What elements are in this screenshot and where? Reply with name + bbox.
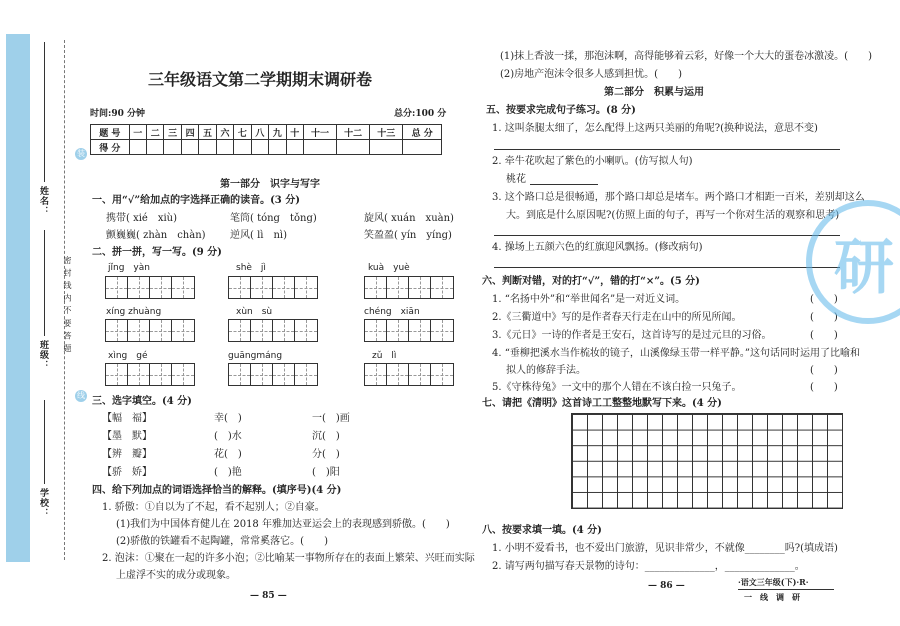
part2-title: 第二部分 积累与运用 <box>604 87 704 98</box>
q6-item: 2.《三衢道中》写的是作者春天行走在山中的所见所闻。 <box>492 312 742 323</box>
pinyin-label: xùn sù <box>236 307 273 317</box>
q4-line: 上虚浮不实的成分或现象。 <box>116 570 236 581</box>
score-header-cell: 六 <box>216 125 233 140</box>
char-grid[interactable] <box>364 363 454 386</box>
pinyin-label: guāngmáng <box>228 351 283 361</box>
exam-time: 时间:90 分钟 <box>90 109 145 119</box>
page-title: 三年级语文第二学期期末调研卷 <box>148 70 373 89</box>
score-input-cell[interactable] <box>370 140 403 155</box>
q6-item: 3.《元日》一诗的作者是王安石，这首诗写的是过元旦的习俗。 <box>492 330 772 341</box>
q4-line: (2)房地产泡沫令很多人感到担忧。( ) <box>500 69 682 80</box>
q8-line: 2. 请写两句描写春天景物的诗句：______________，______________。 <box>492 561 805 572</box>
score-header-cell: 十 <box>286 125 303 140</box>
q1-item: 旋风( xuán xuàn) <box>364 213 454 224</box>
q1-item: 携带( xié xiù) <box>106 213 178 224</box>
q6-item: 5.《守株待兔》一文中的那个人错在不该白捡一只兔子。 <box>492 382 742 393</box>
char-grid[interactable] <box>105 319 195 342</box>
footer-subject: ·语文三年级(下)·R· <box>738 577 809 587</box>
pinyin-label: kuà yuè <box>368 263 410 273</box>
char-grid[interactable] <box>105 276 195 299</box>
q3-blank: 分( ) <box>312 449 340 460</box>
q2-title: 二、拼一拼，写一写。(9 分) <box>92 247 222 258</box>
score-header-cell: 七 <box>234 125 251 140</box>
q1-item: 逆风( lì nì) <box>230 230 288 241</box>
char-grid[interactable] <box>364 319 454 342</box>
score-header-cell: 十二 <box>337 125 370 140</box>
q3-title: 三、选字填空。(4 分) <box>92 396 192 407</box>
name-label: 姓名： <box>38 186 48 216</box>
q3-pair: 【墨 默】 <box>102 431 152 442</box>
score-input-cell[interactable] <box>234 140 251 155</box>
q1-title: 一、用“√”给加点的字选择正确的读音。(3 分) <box>92 195 300 206</box>
pinyin-label: jǐng yàn <box>108 263 150 273</box>
pinyin-label: xìng gé <box>108 351 148 361</box>
score-header-cell: 五 <box>199 125 216 140</box>
q8-title: 八、按要求填一填。(4 分) <box>482 525 602 536</box>
char-grid[interactable] <box>364 276 454 299</box>
score-input-cell[interactable] <box>147 140 164 155</box>
footer-brand: 一 线 调 研 <box>744 592 800 602</box>
q6-item: 4. “垂柳把溪水当作梳妆的镜子，山溪像绿玉带一样平静。”这句话同时运用了比喻和 <box>492 348 860 359</box>
char-grid[interactable] <box>228 319 318 342</box>
binding-circle-top: 装 <box>77 149 85 158</box>
page-number-right: — 86 — <box>648 581 685 591</box>
score-header-cell: 八 <box>251 125 268 140</box>
q6-title: 六、判断对错，对的打“√”，错的打“×”。(5 分) <box>482 276 700 287</box>
binding-strip <box>6 34 30 562</box>
binding-circle-bottom: 线 <box>77 391 85 400</box>
score-header-cell: 十三 <box>370 125 403 140</box>
score-input-cell[interactable] <box>303 140 336 155</box>
part1-title: 第一部分 识字与写字 <box>220 179 320 190</box>
pinyin-label: shè jì <box>236 263 266 273</box>
score-input-cell[interactable] <box>164 140 181 155</box>
score-row-label: 得 分 <box>91 140 130 155</box>
q5-line: 3. 这个路口总是很畅通，那个路口却总是堵车。两个路口才相距一百米，差别却这么 <box>492 192 865 203</box>
q3-blank: 花( ) <box>214 449 242 460</box>
pinyin-label: chéng xiān <box>364 307 420 317</box>
pinyin-label: zǔ lì <box>372 351 397 361</box>
score-input-cell[interactable] <box>216 140 233 155</box>
q5-title: 五、按要求完成句子练习。(8 分) <box>486 105 636 116</box>
q5-line: 大。到底是什么原因呢?(仿照上面的句子，再写一个你对生活的观察和思考) <box>506 210 840 221</box>
score-input-cell[interactable] <box>181 140 198 155</box>
char-grid[interactable] <box>228 363 318 386</box>
q6-item: 拟人的修辞手法。 <box>506 365 586 376</box>
page-number-left: — 85 — <box>250 591 287 601</box>
q8-line: 1. 小明不爱看书，也不爱出门旅游，见识非常少，不就像________吗?(填成语) <box>492 543 838 554</box>
q6-item: 1. “名扬中外”和“举世闻名”是一对近义词。 <box>492 294 686 305</box>
score-input-cell[interactable] <box>286 140 303 155</box>
score-header-cell: 九 <box>269 125 286 140</box>
q7-title: 七、请把《清明》这首诗工工整整地默写下来。(4 分) <box>482 398 722 409</box>
q4-line: (1)抹上香波一揉，那泡沫啊，高得能够着云彩，好像一个大大的蛋卷冰激凌。( ) <box>500 51 872 62</box>
pinyin-label: xíng zhuàng <box>106 307 162 317</box>
answer-paren[interactable]: ( ) <box>810 330 838 341</box>
score-header-cell: 一 <box>129 125 146 140</box>
q3-blank: 沉( ) <box>312 431 340 442</box>
q5-line: 桃花 <box>506 174 526 185</box>
score-header-cell: 二 <box>147 125 164 140</box>
q5-line: 4. 操场上五颜六色的红旗迎风飘扬。(修改病句) <box>492 242 703 253</box>
score-input-cell[interactable] <box>251 140 268 155</box>
q3-pair: 【骄 娇】 <box>102 467 152 478</box>
q1-item: 颤巍巍( zhàn chàn) <box>106 230 206 241</box>
score-input-cell[interactable] <box>403 140 442 155</box>
score-input-cell[interactable] <box>129 140 146 155</box>
score-table <box>90 124 442 155</box>
poem-writing-grid[interactable] <box>571 413 843 509</box>
q4-line: (2)骄傲的铁罐看不起陶罐，常常奚落它。( ) <box>116 536 328 547</box>
q3-blank: ( )阳 <box>312 467 340 478</box>
q3-blank: 一( )画 <box>312 413 350 424</box>
answer-paren[interactable]: ( ) <box>810 382 838 393</box>
q5-line: 1. 这叫条腿太细了，怎么配得上这两只美丽的角呢?(换种说法，意思不变) <box>492 123 818 134</box>
answer-paren[interactable]: ( ) <box>810 365 838 376</box>
score-header-cell: 总 分 <box>403 125 442 140</box>
answer-line[interactable] <box>530 184 598 185</box>
score-input-cell[interactable] <box>199 140 216 155</box>
q4-line: 2. 泡沫：①聚在一起的许多小泡；②比喻某一事物所存在的表面上繁荣、兴旺而实际 <box>102 553 475 564</box>
class-label: 班级： <box>38 340 48 370</box>
char-grid[interactable] <box>105 363 195 386</box>
score-header-cell: 十一 <box>303 125 336 140</box>
score-header-cell: 四 <box>181 125 198 140</box>
q3-blank: ( )水 <box>214 431 242 442</box>
q5-line: 2. 牵牛花吹起了紫色的小喇叭。(仿写拟人句) <box>492 156 693 167</box>
score-input-cell[interactable] <box>337 140 370 155</box>
char-grid[interactable] <box>228 276 318 299</box>
q1-item: 笔筒( tóng tǒng) <box>230 213 317 224</box>
answer-line[interactable] <box>494 267 840 268</box>
q3-pair: 【辨 瓣】 <box>102 449 152 460</box>
school-line <box>44 400 45 484</box>
class-line <box>44 230 45 336</box>
exam-total: 总分:100 分 <box>394 109 447 119</box>
q4-line: (1)我们为中国体育健儿在 2018 年雅加达亚运会上的表现感到骄傲。( ) <box>116 519 450 530</box>
watermark-stamp: 研 <box>806 200 900 324</box>
q3-blank: ( )艳 <box>214 467 242 478</box>
answer-paren[interactable]: ( ) <box>810 312 838 323</box>
footer-rule <box>738 589 834 590</box>
answer-paren[interactable]: ( ) <box>810 294 838 305</box>
score-input-cell[interactable] <box>269 140 286 155</box>
q3-pair: 【幅 福】 <box>102 413 152 424</box>
seal-text: 密 封 线 内 不 要 答 题 <box>63 256 72 353</box>
answer-line[interactable] <box>494 149 840 150</box>
q4-line: 1. 骄傲：①自以为了不起，看不起别人；②自豪。 <box>102 502 325 513</box>
answer-line[interactable] <box>494 235 840 236</box>
score-header-cell: 三 <box>164 125 181 140</box>
name-line <box>44 42 45 182</box>
q4-title: 四、给下列加点的词语选择恰当的解释。(填序号)(4 分) <box>92 485 342 496</box>
q3-blank: 幸( ) <box>214 413 242 424</box>
q1-item: 笑盈盈( yín yíng) <box>364 230 452 241</box>
score-header-label: 题 号 <box>91 125 130 140</box>
school-label: 学校： <box>38 488 48 518</box>
